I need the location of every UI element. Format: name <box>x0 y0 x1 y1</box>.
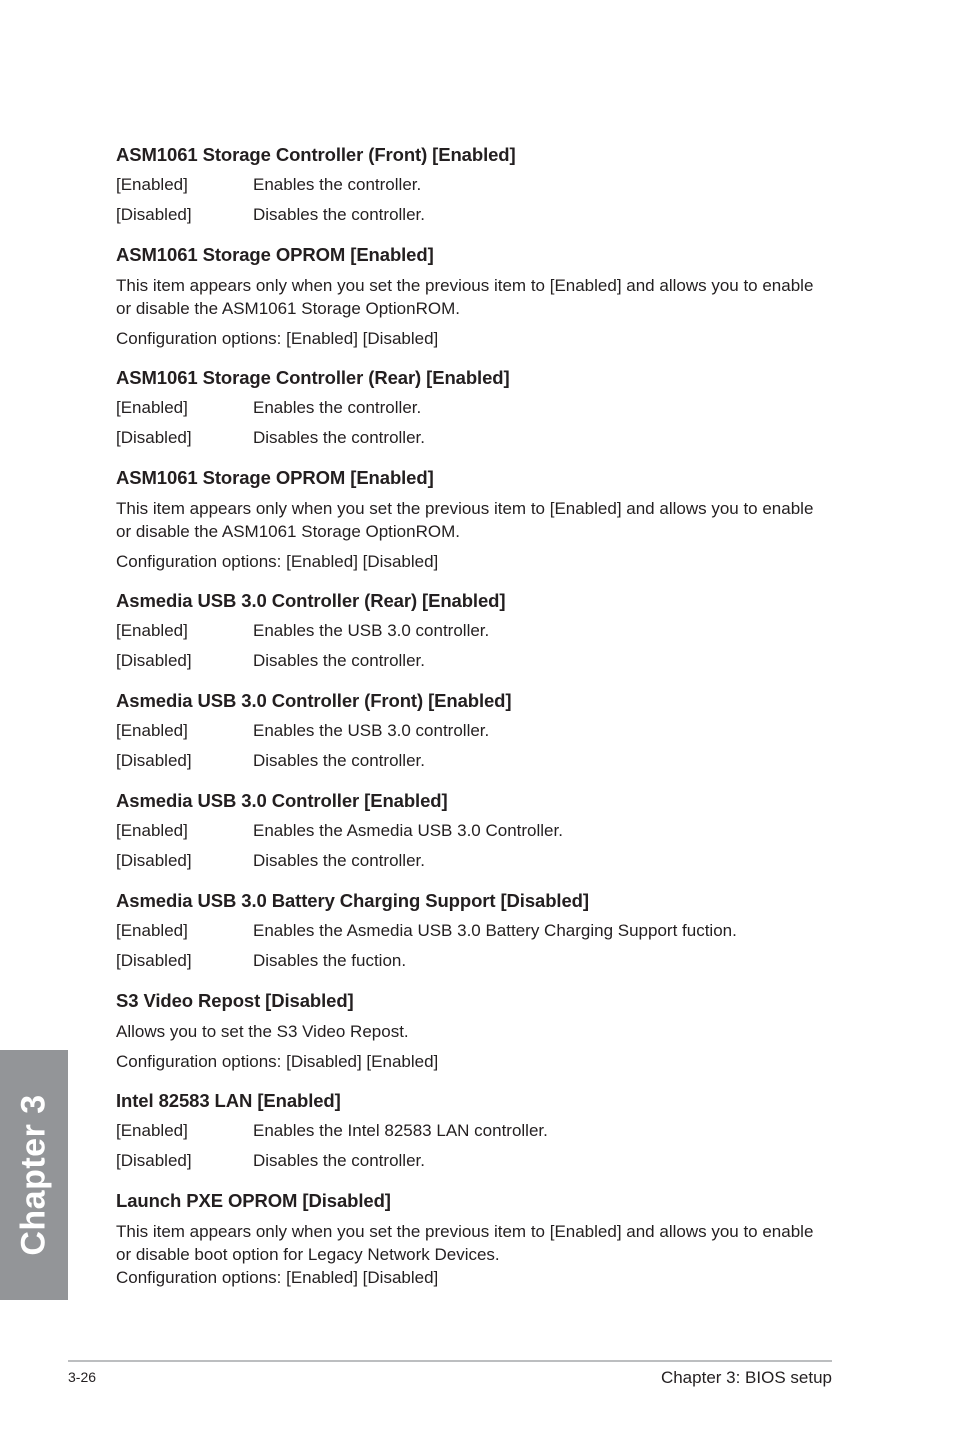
config-options: Configuration options: [Enabled] [Disabled] <box>116 329 439 348</box>
option-desc: Disables the fuction. <box>253 951 407 970</box>
option-row <box>116 750 832 772</box>
section-heading: Intel 82583 LAN [Enabled] <box>116 1090 341 1111</box>
section-s3-video-repost <box>116 990 832 1073</box>
section-launch-pxe-oprom <box>116 1190 832 1289</box>
option-row <box>116 1150 832 1172</box>
option-key: [Disabled] <box>116 1151 192 1170</box>
section-asm1061-rear <box>116 367 832 449</box>
section-heading: ASM1061 Storage OPROM [Enabled] <box>116 244 434 265</box>
section-usb3-front <box>116 690 832 772</box>
option-key: [Disabled] <box>116 751 192 770</box>
section-heading: ASM1061 Storage OPROM [Enabled] <box>116 467 434 488</box>
option-row <box>116 650 832 672</box>
option-desc: Enables the Intel 82583 LAN controller. <box>253 1121 548 1140</box>
option-row <box>116 920 832 942</box>
option-desc: Enables the Asmedia USB 3.0 Controller. <box>253 821 563 840</box>
option-key: [Enabled] <box>116 921 188 940</box>
config-options: Configuration options: [Enabled] [Disabled] <box>116 552 439 571</box>
option-desc: Enables the USB 3.0 controller. <box>253 621 490 640</box>
chapter-label: Chapter 3 <box>14 1094 53 1256</box>
config-options: Configuration options: [Enabled] [Disabled] <box>116 1268 439 1287</box>
option-desc: Enables the Asmedia USB 3.0 Battery Charging Support fuction. <box>253 921 737 940</box>
option-key: [Disabled] <box>116 205 192 224</box>
option-desc: Disables the controller. <box>253 428 425 447</box>
section-usb3-battery-charging <box>116 890 832 972</box>
option-key: [Disabled] <box>116 851 192 870</box>
section-description: This item appears only when you set the previous item to [Enabled] and allows you to enable or disable the ASM1061 Storage OptionROM. <box>116 276 814 318</box>
section-asm1061-oprom-rear <box>116 467 832 573</box>
section-usb3-rear <box>116 590 832 672</box>
section-usb3-controller <box>116 790 832 872</box>
option-key: [Enabled] <box>116 175 188 194</box>
section-heading: ASM1061 Storage Controller (Rear) [Enabled] <box>116 367 510 388</box>
section-asm1061-front <box>116 144 832 226</box>
section-heading: ASM1061 Storage Controller (Front) [Enabled] <box>116 144 516 165</box>
option-desc: Enables the controller. <box>253 175 422 194</box>
option-desc: Disables the controller. <box>253 851 425 870</box>
option-key: [Enabled] <box>116 1121 188 1140</box>
section-heading: Asmedia USB 3.0 Controller (Rear) [Enabled] <box>116 590 506 611</box>
section-intel-lan <box>116 1090 832 1172</box>
option-desc: Disables the controller. <box>253 1151 425 1170</box>
section-heading: Asmedia USB 3.0 Controller [Enabled] <box>116 790 448 811</box>
option-key: [Disabled] <box>116 651 192 670</box>
section-heading: Asmedia USB 3.0 Controller (Front) [Enabled] <box>116 690 512 711</box>
option-row <box>116 174 832 196</box>
option-key: [Enabled] <box>116 821 188 840</box>
option-key: [Enabled] <box>116 398 188 417</box>
option-row <box>116 850 832 872</box>
option-key: [Disabled] <box>116 428 192 447</box>
manual-content <box>116 144 832 1296</box>
option-row <box>116 427 832 449</box>
option-desc: Enables the controller. <box>253 398 422 417</box>
section-heading: Launch PXE OPROM [Disabled] <box>116 1190 391 1211</box>
footer-title: Chapter 3: BIOS setup <box>660 1368 832 1387</box>
option-row <box>116 950 832 972</box>
option-key: [Enabled] <box>116 621 188 640</box>
option-row <box>116 397 832 419</box>
option-desc: Disables the controller. <box>253 651 425 670</box>
option-row <box>116 204 832 226</box>
section-asm1061-oprom-front <box>116 244 832 350</box>
section-description: Allows you to set the S3 Video Repost. <box>116 1022 409 1041</box>
option-row <box>116 1120 832 1142</box>
chapter-tab <box>0 1050 68 1300</box>
option-row <box>116 820 832 842</box>
page-number: 3-26 <box>68 1369 97 1385</box>
option-row <box>116 620 832 642</box>
option-desc: Disables the controller. <box>253 751 425 770</box>
footer-divider <box>68 1360 832 1362</box>
option-key: [Disabled] <box>116 951 192 970</box>
option-key: [Enabled] <box>116 721 188 740</box>
config-options: Configuration options: [Disabled] [Enabled] <box>116 1052 439 1071</box>
section-description: This item appears only when you set the previous item to [Enabled] and allows you to enable or disable the ASM1061 Storage OptionROM. <box>116 499 814 541</box>
section-description: This item appears only when you set the previous item to [Enabled] and allows you to enable or disable boot option for Legacy Network Devices. <box>116 1222 814 1264</box>
option-desc: Disables the controller. <box>253 205 425 224</box>
option-desc: Enables the USB 3.0 controller. <box>253 721 490 740</box>
section-heading: Asmedia USB 3.0 Battery Charging Support [Disabled] <box>116 890 589 911</box>
section-heading: S3 Video Repost [Disabled] <box>116 990 354 1011</box>
option-row <box>116 720 832 742</box>
